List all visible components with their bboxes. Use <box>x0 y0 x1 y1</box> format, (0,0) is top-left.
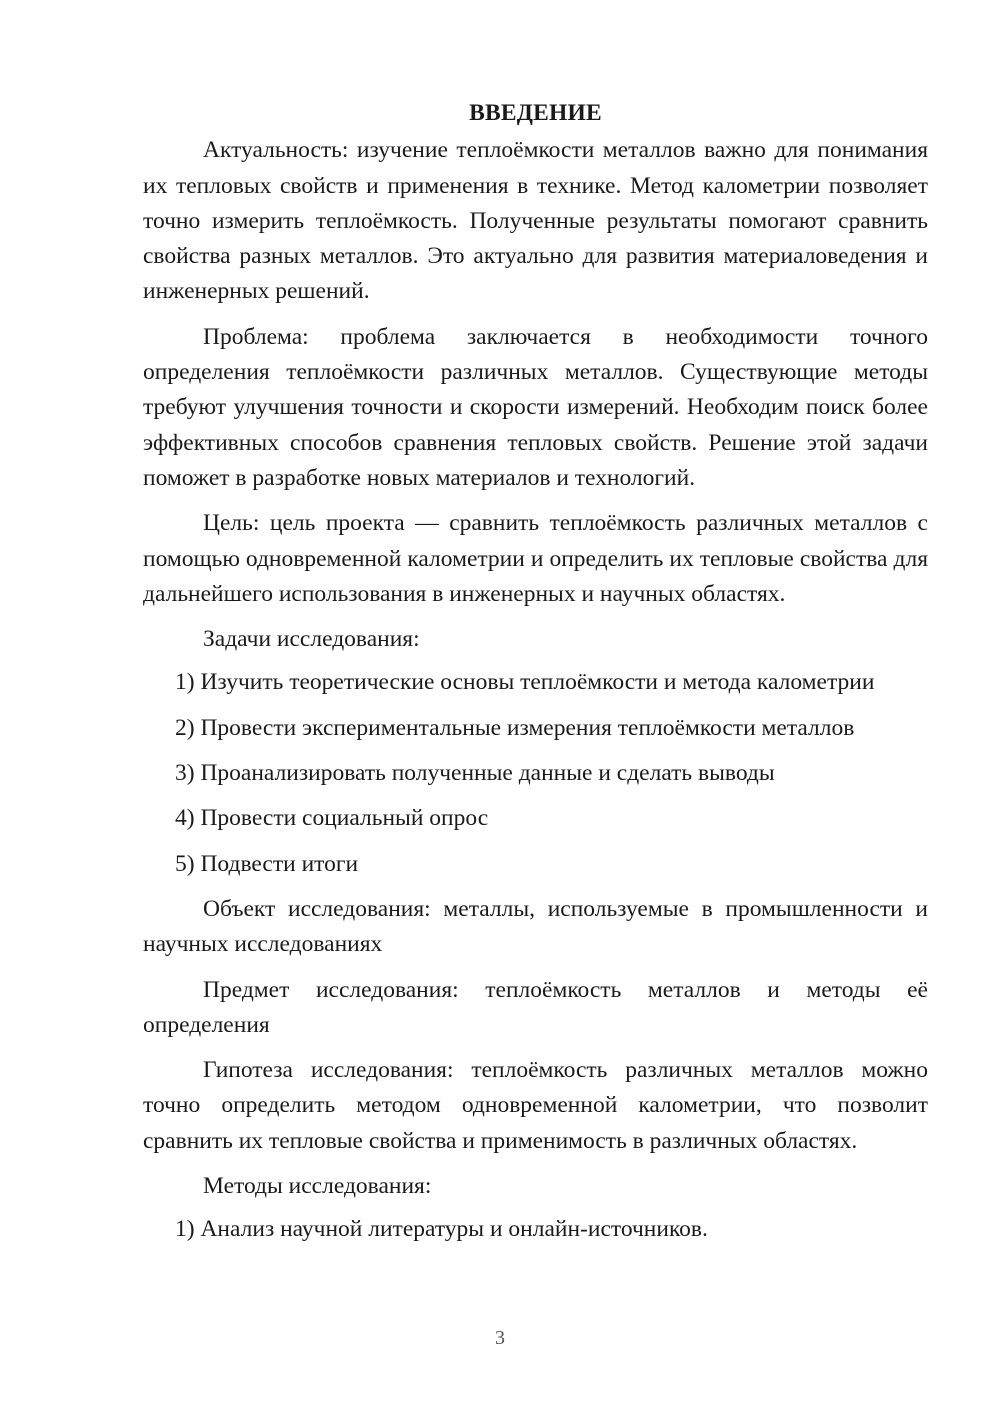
tasks-title: Задачи исследования: <box>203 626 420 653</box>
problem-paragraph: Проблема: проблема заключается в необходимости точного определения теплоёмкости различных металлов. Существующие методы требуют улучшения точности и скорости измерений. Необходим поиск более эффективных способов сравнения тепловых свойств. Решение этой задачи поможет в разработке новых материалов и технологий. <box>143 323 928 491</box>
subject-paragraph: Предмет исследования: теплоёмкость металлов и методы её определения <box>143 976 928 1038</box>
list-item: 4) Провести социальный опрос <box>175 805 489 832</box>
page-number-label: 3 <box>495 1327 505 1349</box>
list-item: 1) Изучить теоретические основы теплоёмкости и метода калометрии <box>175 669 875 696</box>
goal-paragraph: Цель: цель проекта — сравнить теплоёмкость различных металлов с помощью одновременной калометрии и определить их тепловые свойства для дальнейшего использования в инженерных и научных областях. <box>143 510 928 607</box>
hypothesis-paragraph: Гипотеза исследования: теплоёмкость различных металлов можно точно определить методом одновременной калометрии, что позволит сравнить их тепловые свойства и применимость в различных областях. <box>143 1057 928 1154</box>
section-heading: ВВЕДЕНИЕ <box>469 100 602 126</box>
list-item: 2) Провести экспериментальные измерения теплоёмкости металлов <box>175 714 855 741</box>
tasks-list <box>143 665 928 881</box>
object-paragraph: Объект исследования: металлы, используемые в промышленности и научных исследованиях <box>143 895 928 958</box>
list-item: 3) Проанализировать полученные данные и сделать выводы <box>175 760 775 787</box>
list-item: 1) Анализ научной литературы и онлайн-источников. <box>175 1216 708 1243</box>
methods-list <box>143 1212 928 1247</box>
page-number <box>36 1327 1000 1350</box>
list-item: 5) Подвести итоги <box>175 850 359 877</box>
page-content <box>143 96 928 1248</box>
relevance-paragraph: Актуальность: изучение теплоёмкости металлов важно для понимания их тепловых свойств и применения в технике. Метод калометрии позволяет точно измерить теплоёмкость. Полученные результаты помогают сравнить свойства разных металлов. Это актуально для развития материаловедения и инженерных решений. <box>143 137 928 305</box>
methods-title: Методы исследования: <box>203 1173 432 1200</box>
